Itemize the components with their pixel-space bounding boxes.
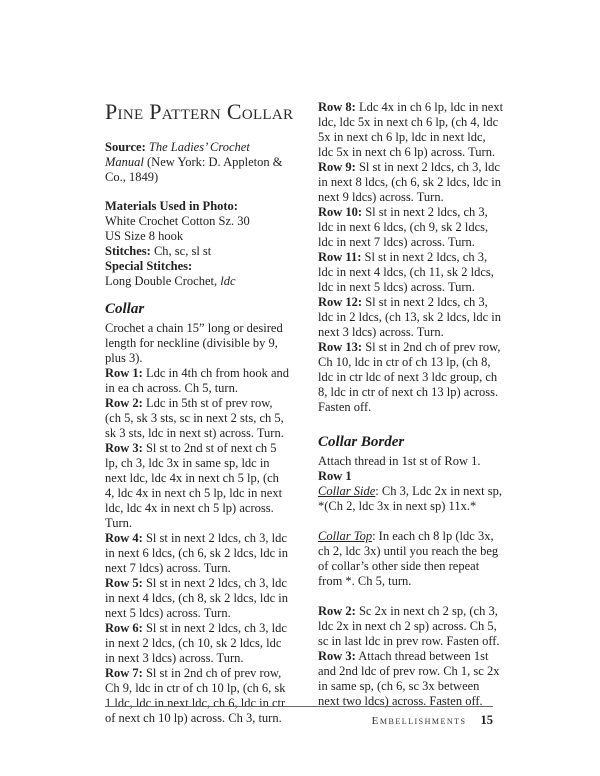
pattern-row-2: Row 2: Ldc in 5th st of prev row, (ch 5, sk 3 sts, sc in next 2 sts, ch 5, sk 3 sts, ldc in next st) across. Turn. — [105, 396, 284, 441]
row-label: Row 1: — [105, 366, 143, 381]
page-title: Pine Pattern Collar — [105, 99, 294, 124]
row-label: Row 6: — [105, 621, 143, 636]
special-stitch-line: Long Double Crochet, ldc — [105, 274, 236, 289]
row-label: Row 9: — [318, 160, 356, 174]
pattern-row-11: Row 11: Sl st in next 2 ldcs, ch 3, ldc in next 4 ldcs, (ch 11, sk 2 ldcs, ldc in next 5 ldcs) across. Turn. — [318, 250, 494, 294]
left-column — [105, 99, 294, 726]
row-label: Row 3: — [105, 441, 143, 456]
row-label: Row 7: — [105, 666, 143, 681]
collar-section-heading: Collar — [105, 301, 145, 318]
collar-top-instruction: Collar Top: In each ch 8 lp (ldc 3x, ch 2, ldc 3x) until you reach the beg of collar’s other side then repeat from *. Ch 5, turn. — [318, 529, 499, 588]
row-label: Row 2: — [105, 396, 143, 411]
pattern-row-12: Row 12: Sl st in next 2 ldcs, ch 3, ldc in 2 ldcs, (ch 13, sk 2 ldcs, ldc in next 3 ldcs) across. Turn. — [318, 295, 501, 339]
material-item: White Crochet Cotton Sz. 30 — [105, 214, 250, 229]
row-label: Row 8: — [318, 100, 356, 114]
source-publisher: (New York: D. Appleton & Co., 1849) — [105, 155, 283, 185]
pattern-row-7: Row 7: Sl st in 2nd ch of prev row, Ch 9, ldc in ctr of ch 10 lp, (ch 6, sk 1 ldc, ldc in next ldc, ch 6, ldc in ctr of next ch 10 lp) across. Ch 3, turn. — [105, 666, 286, 726]
collar-border-intro: Attach thread in 1st st of Row 1. — [318, 454, 481, 468]
pattern-row-4: Row 4: Sl st in next 2 ldcs, ch 3, ldc in next 6 ldcs, (ch 6, sk 2 ldcs, ldc in next 7 ldcs) across. Turn. — [105, 531, 288, 576]
border-row-1-label: Row 1 — [318, 469, 352, 483]
special-stitches-heading: Special Stitches: — [105, 259, 193, 274]
material-item: US Size 8 hook — [105, 229, 184, 244]
row-label: Row 10: — [318, 205, 363, 219]
footer-page-number: 15 — [480, 713, 493, 727]
collar-intro: Crochet a chain 15” long or desired length for neckline (divisible by 9, plus 3). — [105, 321, 283, 366]
materials-block — [105, 199, 291, 289]
row-label: Row 12: — [318, 295, 363, 309]
source-line — [105, 140, 291, 185]
collar-border-section-heading: Collar Border — [318, 434, 405, 450]
pattern-row-9: Row 9: Sl st in next 2 ldcs, ch 3, ldc in next 8 ldcs, (ch 6, sk 2 ldcs, ldc in next 9 ldcs) across. Turn. — [318, 160, 501, 204]
pattern-row-5: Row 5: Sl st in next 2 ldcs, ch 3, ldc in next 4 ldcs, (ch 8, sk 2 ldcs, ldc in next 5 ldcs) across. Turn. — [105, 576, 288, 621]
pattern-row-13: Row 13: Sl st in 2nd ch of prev row, Ch 10, ldc in ctr of ch 13 lp, (ch 8, ldc in ctr ldc of next 3 ldc group, ch 8, ldc in ctr of next ch 13 lp) across. Fasten off. — [318, 340, 501, 414]
row-label: Row 4: — [105, 531, 143, 546]
source-label: Source: — [105, 140, 146, 155]
two-column-layout — [105, 100, 505, 726]
row-label: Row 13: — [318, 340, 363, 354]
row-label: Row 3: — [318, 649, 356, 663]
row-label: Row 2: — [318, 604, 356, 618]
pattern-row-1: Row 1: Ldc in 4th ch from hook and in ea ch across. Ch 5, turn. — [105, 366, 289, 396]
row-label: Row 11: — [318, 250, 362, 264]
collar-side-instruction: Collar Side: Ch 3, Ldc 2x in next sp, *(Ch 2, ldc 3x in next sp) 11x.* — [318, 484, 503, 513]
collar-top-lead: Collar Top — [318, 529, 373, 543]
source-title: The Ladies’ Crochet Manual — [105, 140, 250, 170]
page-footer — [105, 706, 493, 728]
collar-side-lead: Collar Side — [318, 484, 376, 498]
border-row-3: Row 3: Attach thread between 1st and 2nd ldc of prev row. Ch 1, sc 2x in same sp, (ch 6, sc 3x between next two ldcs) across. Fasten off. — [318, 649, 500, 708]
stitches-line: Stitches: Ch, sc, sl st — [105, 244, 212, 259]
border-row-2: Row 2: Sc 2x in next ch 2 sp, (ch 3, ldc 2x in next ch 2 sp) across. Ch 5, sc in last ldc in prev row. Fasten off. — [318, 604, 500, 648]
row-label: Row 5: — [105, 576, 143, 591]
pattern-row-8: Row 8: Ldc 4x in ch 6 lp, ldc in next ldc, ldc 5x in next ch 6 lp, (ch 4, ldc 5x in next ch 6 lp, ldc in next ldc, ldc 5x in next ch 6 lp) across. Turn. — [318, 100, 504, 159]
right-column — [318, 100, 504, 726]
materials-heading: Materials Used in Photo: — [105, 199, 238, 214]
pattern-row-6: Row 6: Sl st in next 2 ldcs, ch 3, ldc in next 2 ldcs, (ch 10, sk 2 ldcs, ldc in next 3 ldcs) across. Turn. — [105, 621, 287, 666]
pattern-row-3: Row 3: Sl st to 2nd st of next ch 5 lp, ch 3, ldc 3x in same sp, ldc in next ldc, ldc 4x in next ch 5 lp, (ch 4, ldc 4x in next ch 5 lp, ldc in next ldc, ldc 4x in next ch 5 lp) across. Turn. — [105, 441, 283, 531]
footer-section-title: Embellishments — [371, 715, 467, 727]
pattern-row-10: Row 10: Sl st in next 2 ldcs, ch 3, ldc in next 6 ldcs, (ch 9, sk 2 ldcs, ldc in next 7 ldcs) across. Turn. — [318, 205, 489, 249]
